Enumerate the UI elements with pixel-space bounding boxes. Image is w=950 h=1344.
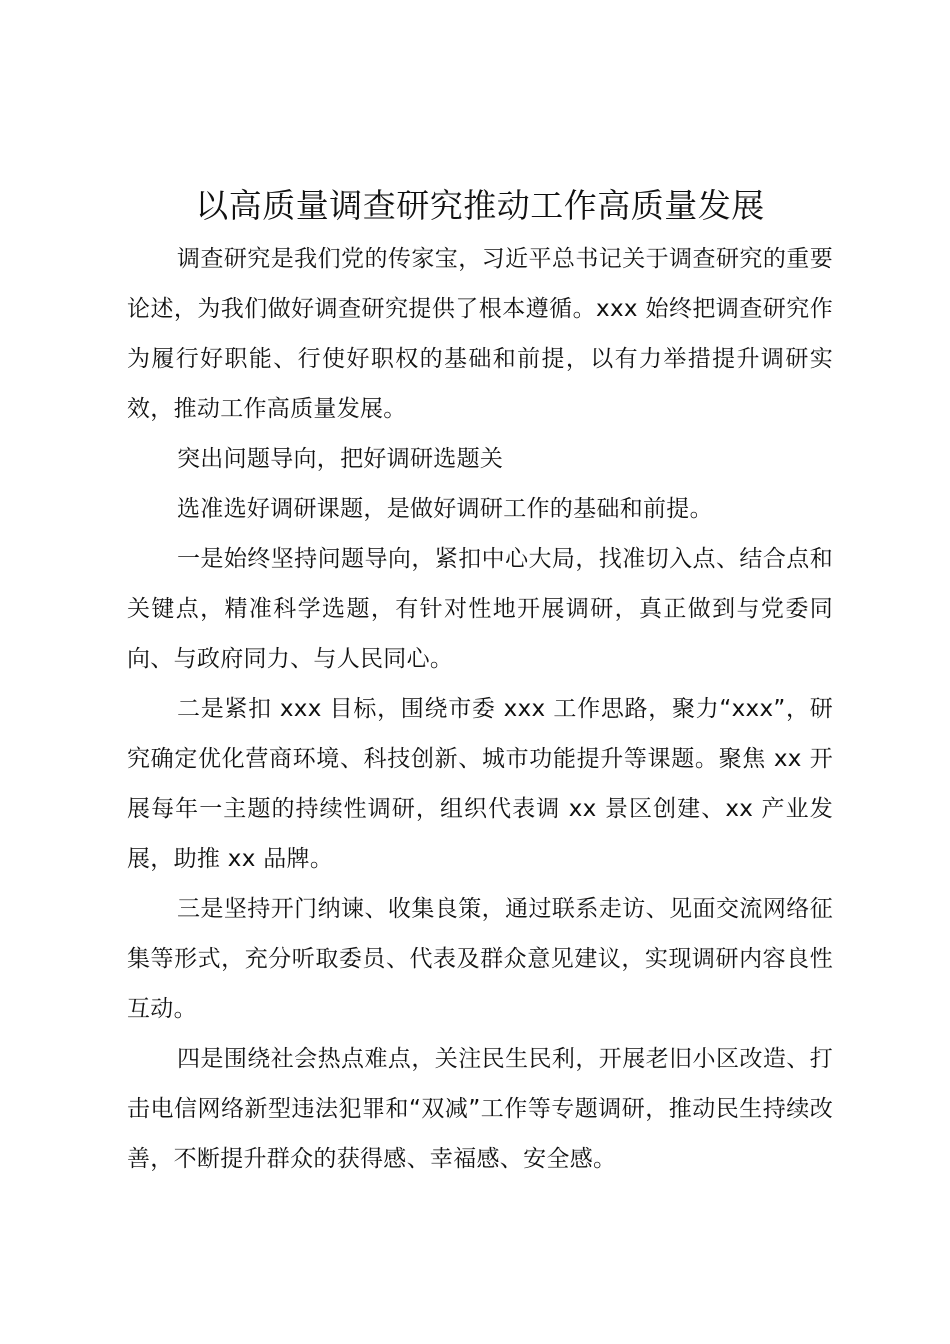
paragraph-intro: 调查研究是我们党的传家宝，习近平总书记关于调查研究的重要论述，为我们做好调查研究提供了根本遵循。xxx 始终把调查研究作为履行好职能、行使好职权的基础和前提，以有力举措提升调研实效，推动工作高质量发展。 [127,246,833,422]
section-heading: 突出问题导向，把好调研选题关 [177,446,504,472]
paragraph-point-1: 一是始终坚持问题导向，紧扣中心大局，找准切入点、结合点和关键点，精准科学选题，有针对性地开展调研，真正做到与党委同向、与政府同力、与人民同心。 [127,546,833,672]
paragraph-point-2: 二是紧扣 xxx 目标，围绕市委 xxx 工作思路，聚力“xxx”，研究确定优化营商环境、科技创新、城市功能提升等课题。聚焦 xx 开展每年一主题的持续性调研，组织代表调 xx 景区创建、xx 产业发展，助推 xx 品牌。 [127,696,833,872]
paragraph-point-3: 三是坚持开门纳谏、收集良策，通过联系走访、见面交流网络征集等形式，充分听取委员、代表及群众意见建议，实现调研内容良性互动。 [127,896,833,1022]
document-title: 以高质量调查研究推动工作高质量发展 [195,186,765,225]
document-body [127,178,833,1184]
paragraph-point-4: 四是围绕社会热点难点，关注民生民利，开展老旧小区改造、打击电信网络新型违法犯罪和“双减”工作等专题调研，推动民生持续改善，不断提升群众的获得感、幸福感、安全感。 [127,1046,833,1172]
paragraph-lead: 选准选好调研课题，是做好调研工作的基础和前提。 [177,496,713,522]
